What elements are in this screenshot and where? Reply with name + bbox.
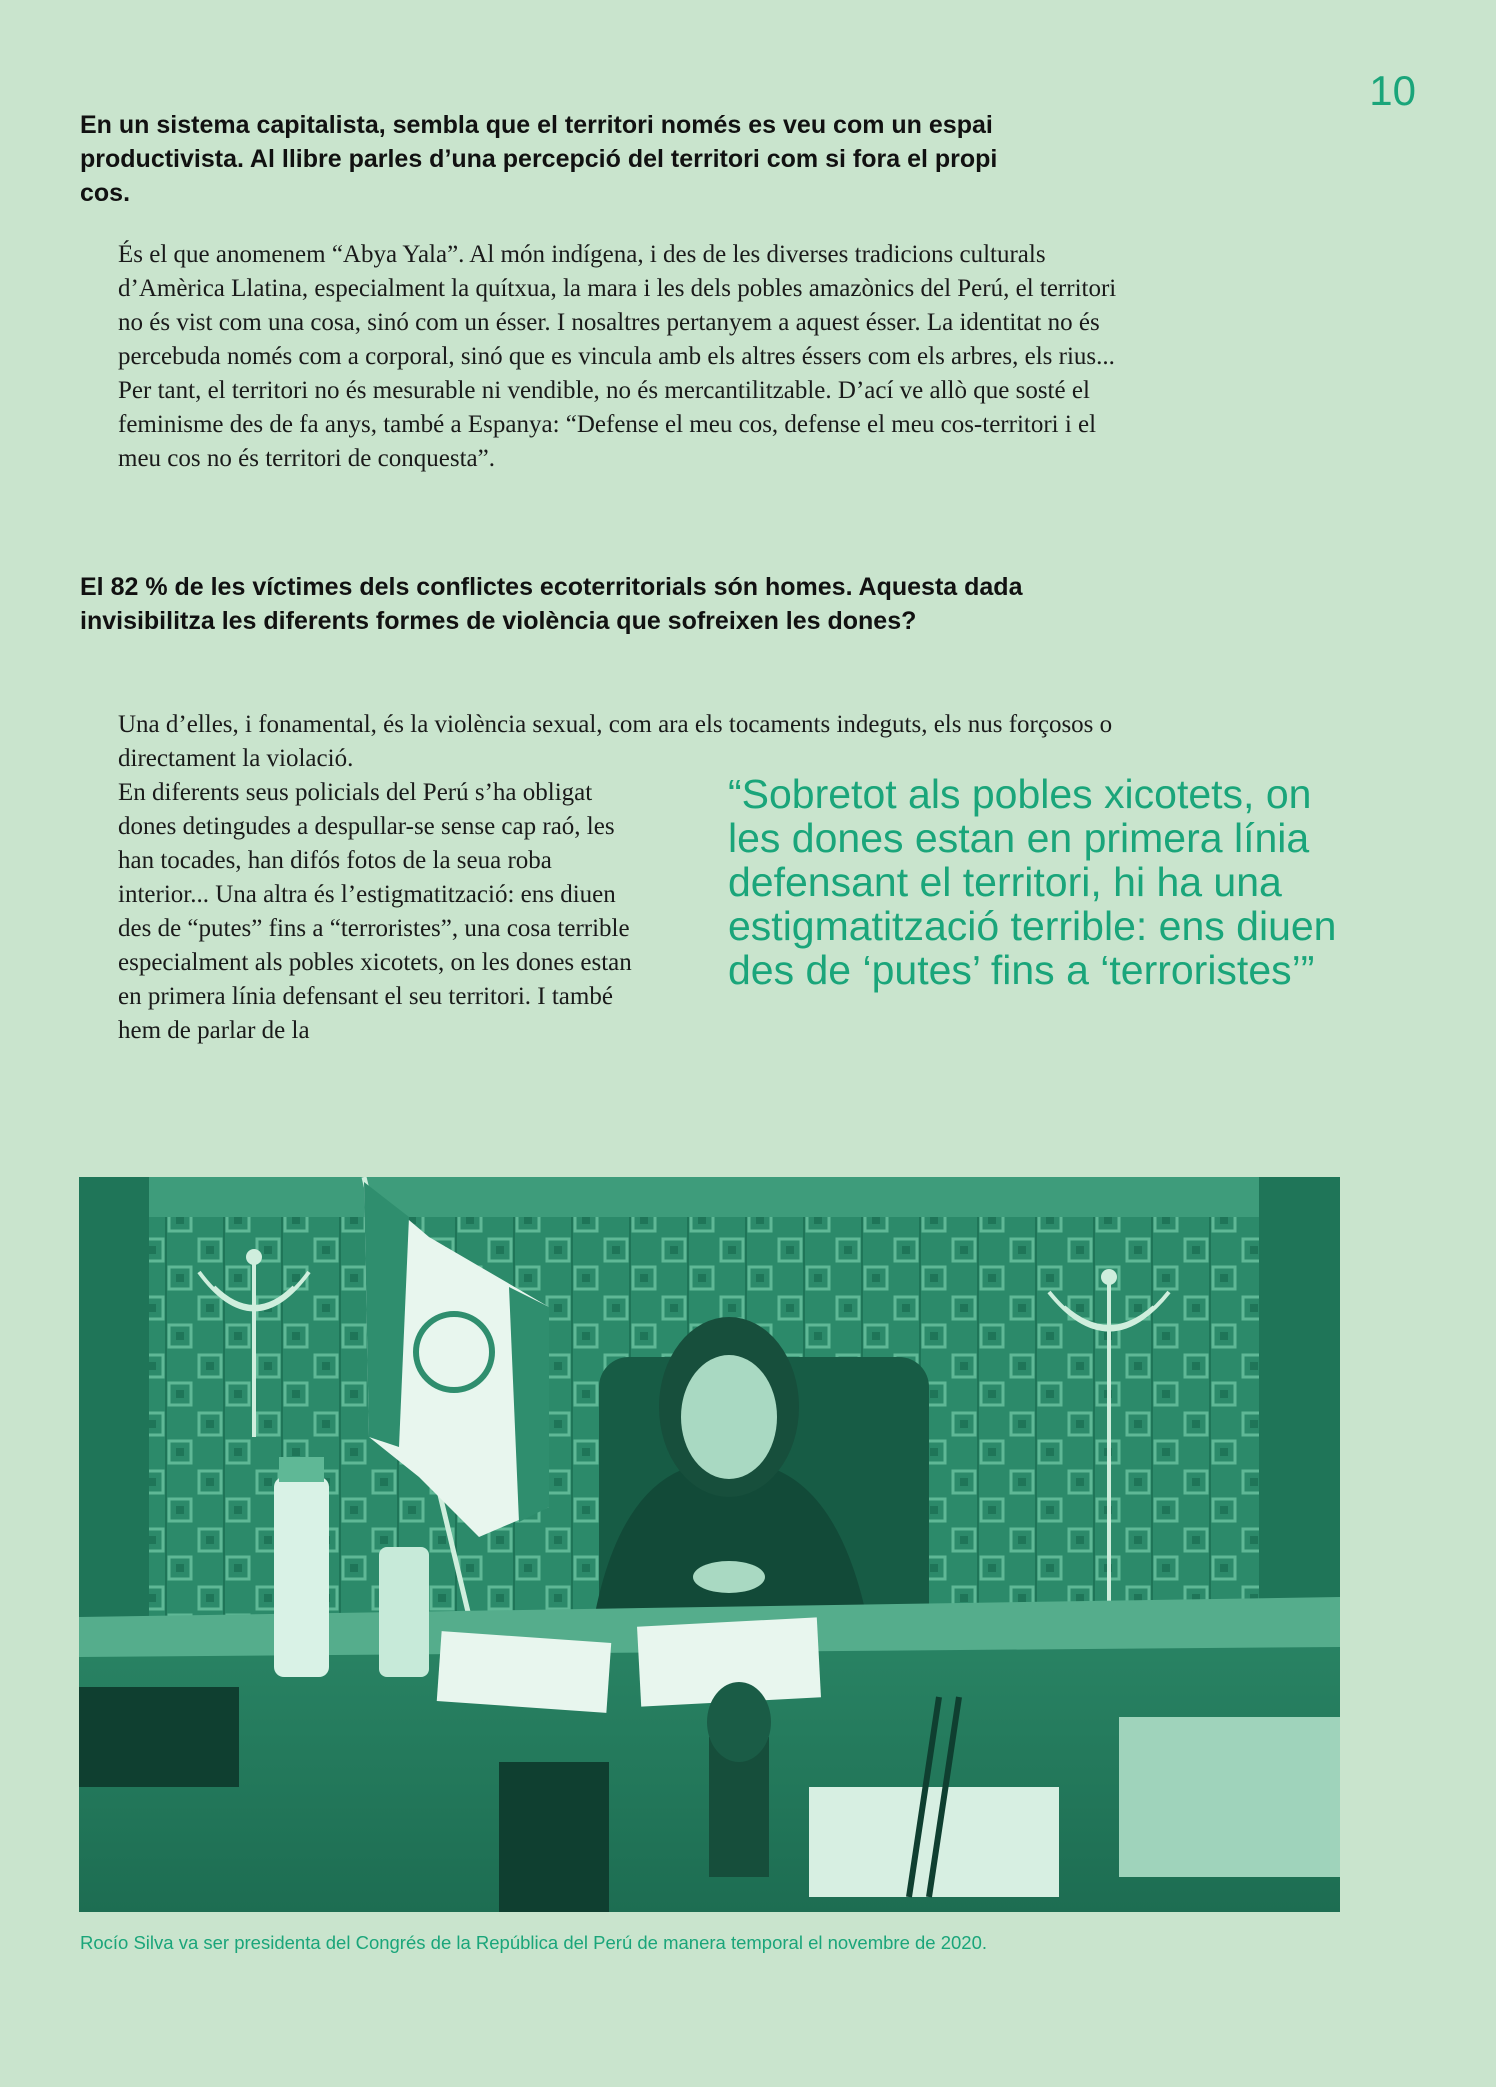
pull-quote: “Sobretot als pobles xicotets, on les dones estan en primera línia defensant el territori, hi ha una estigmatització terrible: ens diuen des de ‘putes’ fins a ‘terroristes’” [728, 771, 1337, 993]
interview-question-1: En un sistema capitalista, sembla que el territori només es veu com un espai productivista. Al llibre parles d’una percepció del territori com si fora el propi cos. [80, 111, 998, 207]
interview-answer-2-column: En diferents seus policials del Perú s’ha obligat dones detingudes a despullar-se sense cap raó, les han tocades, han difós fotos de la seua roba interior... Una altra és l’estigmatització: ens diuen des de “putes” fins a “terroristes”, una cosa terrible especialment als pobles xicotets, on les dones estan en primera línia defensant el seu territori. I també hem de parlar de la [118, 779, 632, 1044]
interview-question-2: El 82 % de les víctimes dels conflictes ecoterritorials són homes. Aquesta dada invisibilitza les diferents formes de violència que sofreixen les dones? [80, 573, 1023, 635]
photo-illustration [79, 1177, 1340, 1912]
page-number: 10 [1369, 67, 1416, 114]
interview-answer-2-intro: Una d’elles, i fonamental, és la violència sexual, com ara els tocaments indeguts, els nus forçosos o directament la violació. [118, 711, 1113, 772]
water-bottle [274, 1477, 329, 1677]
photo-caption: Rocío Silva va ser presidenta del Congrés de la República del Perú de manera temporal el novembre de 2020. [80, 1932, 988, 1953]
interview-answer-1: És el que anomenem “Abya Yala”. Al món indígena, i des de les diverses tradicions culturals d’Amèrica Llatina, especialment la quítxua, la mara i les dels pobles amazònics del Perú, el territori no és vist com una cosa, sinó com un ésser. I nosaltres pertanyem a aquest ésser. La identitat no és percebuda només com a corporal, sinó que es vincula amb els altres éssers com els arbres, els rius... Per tant, el territori no és mesurable ni vendible, no és mercantilitzable. D’ací ve allò que sosté el feminisme des de fa anys, també a Espanya: “Defense el meu cos, defense el meu cos-territori i el meu cos no és territori de conquesta”. [118, 241, 1117, 472]
photo-rocio-silva [79, 1177, 1340, 1912]
